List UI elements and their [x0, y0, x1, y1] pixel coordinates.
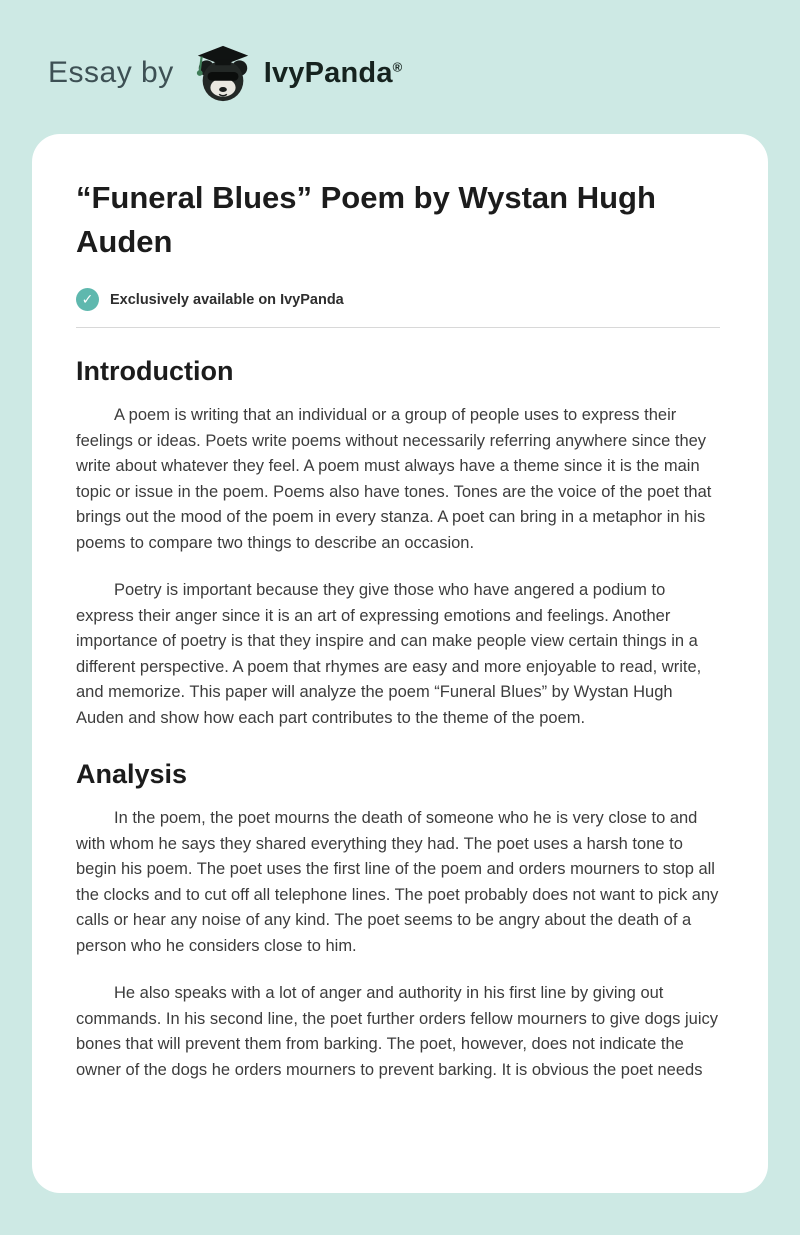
essay-by-label: Essay by: [48, 56, 174, 89]
section-heading-introduction: Introduction: [76, 356, 234, 387]
header: [0, 0, 800, 134]
check-icon: ✓: [76, 288, 99, 311]
brand-text: IvyPanda: [263, 56, 393, 89]
registered-mark: ®: [392, 58, 403, 74]
page-title: “Funeral Blues” Poem by Wystan Hugh Auden: [76, 180, 656, 260]
panda-graduate-icon[interactable]: [192, 42, 254, 104]
paragraph: In the poem, the poet mourns the death of someone who he is very close to and with whom he says they shared everything they had. The poet uses a harsh tone to begin his poem. The poet uses the first line of the poem and orders mourners to stop all the clocks and to cut off all telephone lines. The poet probably does not want to pick any calls or hear any noise of any kind. The poet seems to be angry about the death of a person who he considers close to him.: [76, 809, 719, 955]
paragraph: A poem is writing that an individual or a group of people uses to express their feelings or ideas. Poets write poems without necessarily referring anywhere since they write about whatever they feel. A poem must always have a theme since it is the main topic or issue in the poem. Poems also have tones. Tones are the voice of the poet that brings out the mood of the poem in every stanza. A poet can bring in a metaphor in his poems to compare two things to describe an occasion.: [76, 406, 712, 552]
brand-name[interactable]: [264, 57, 403, 90]
availability-badge-label: Exclusively available on IvyPanda: [110, 291, 344, 308]
divider: [76, 327, 720, 328]
availability-badge: [76, 288, 720, 311]
paragraph: Poetry is important because they give those who have angered a podium to express their anger since it is an art of expressing emotions and feelings. Another importance of poetry is that they inspire and can make people view certain things in a different perspective. A poem that rhymes are easy and more enjoyable to read, write, and memorize. This paper will analyze the poem “Funeral Blues” by Wystan Hugh Auden and show how each part contributes to the theme of the poem.: [76, 581, 702, 727]
section-heading-analysis: Analysis: [76, 759, 188, 790]
article-card: [32, 134, 768, 1193]
paragraph: He also speaks with a lot of anger and authority in his first line by giving out commands. In his second line, the poet further orders fellow mourners to give dogs juicy bones that will prevent them from barking. The poet, however, does not indicate the owner of the dogs he orders mourners to prevent barking. It is obvious the poet needs: [76, 984, 718, 1079]
